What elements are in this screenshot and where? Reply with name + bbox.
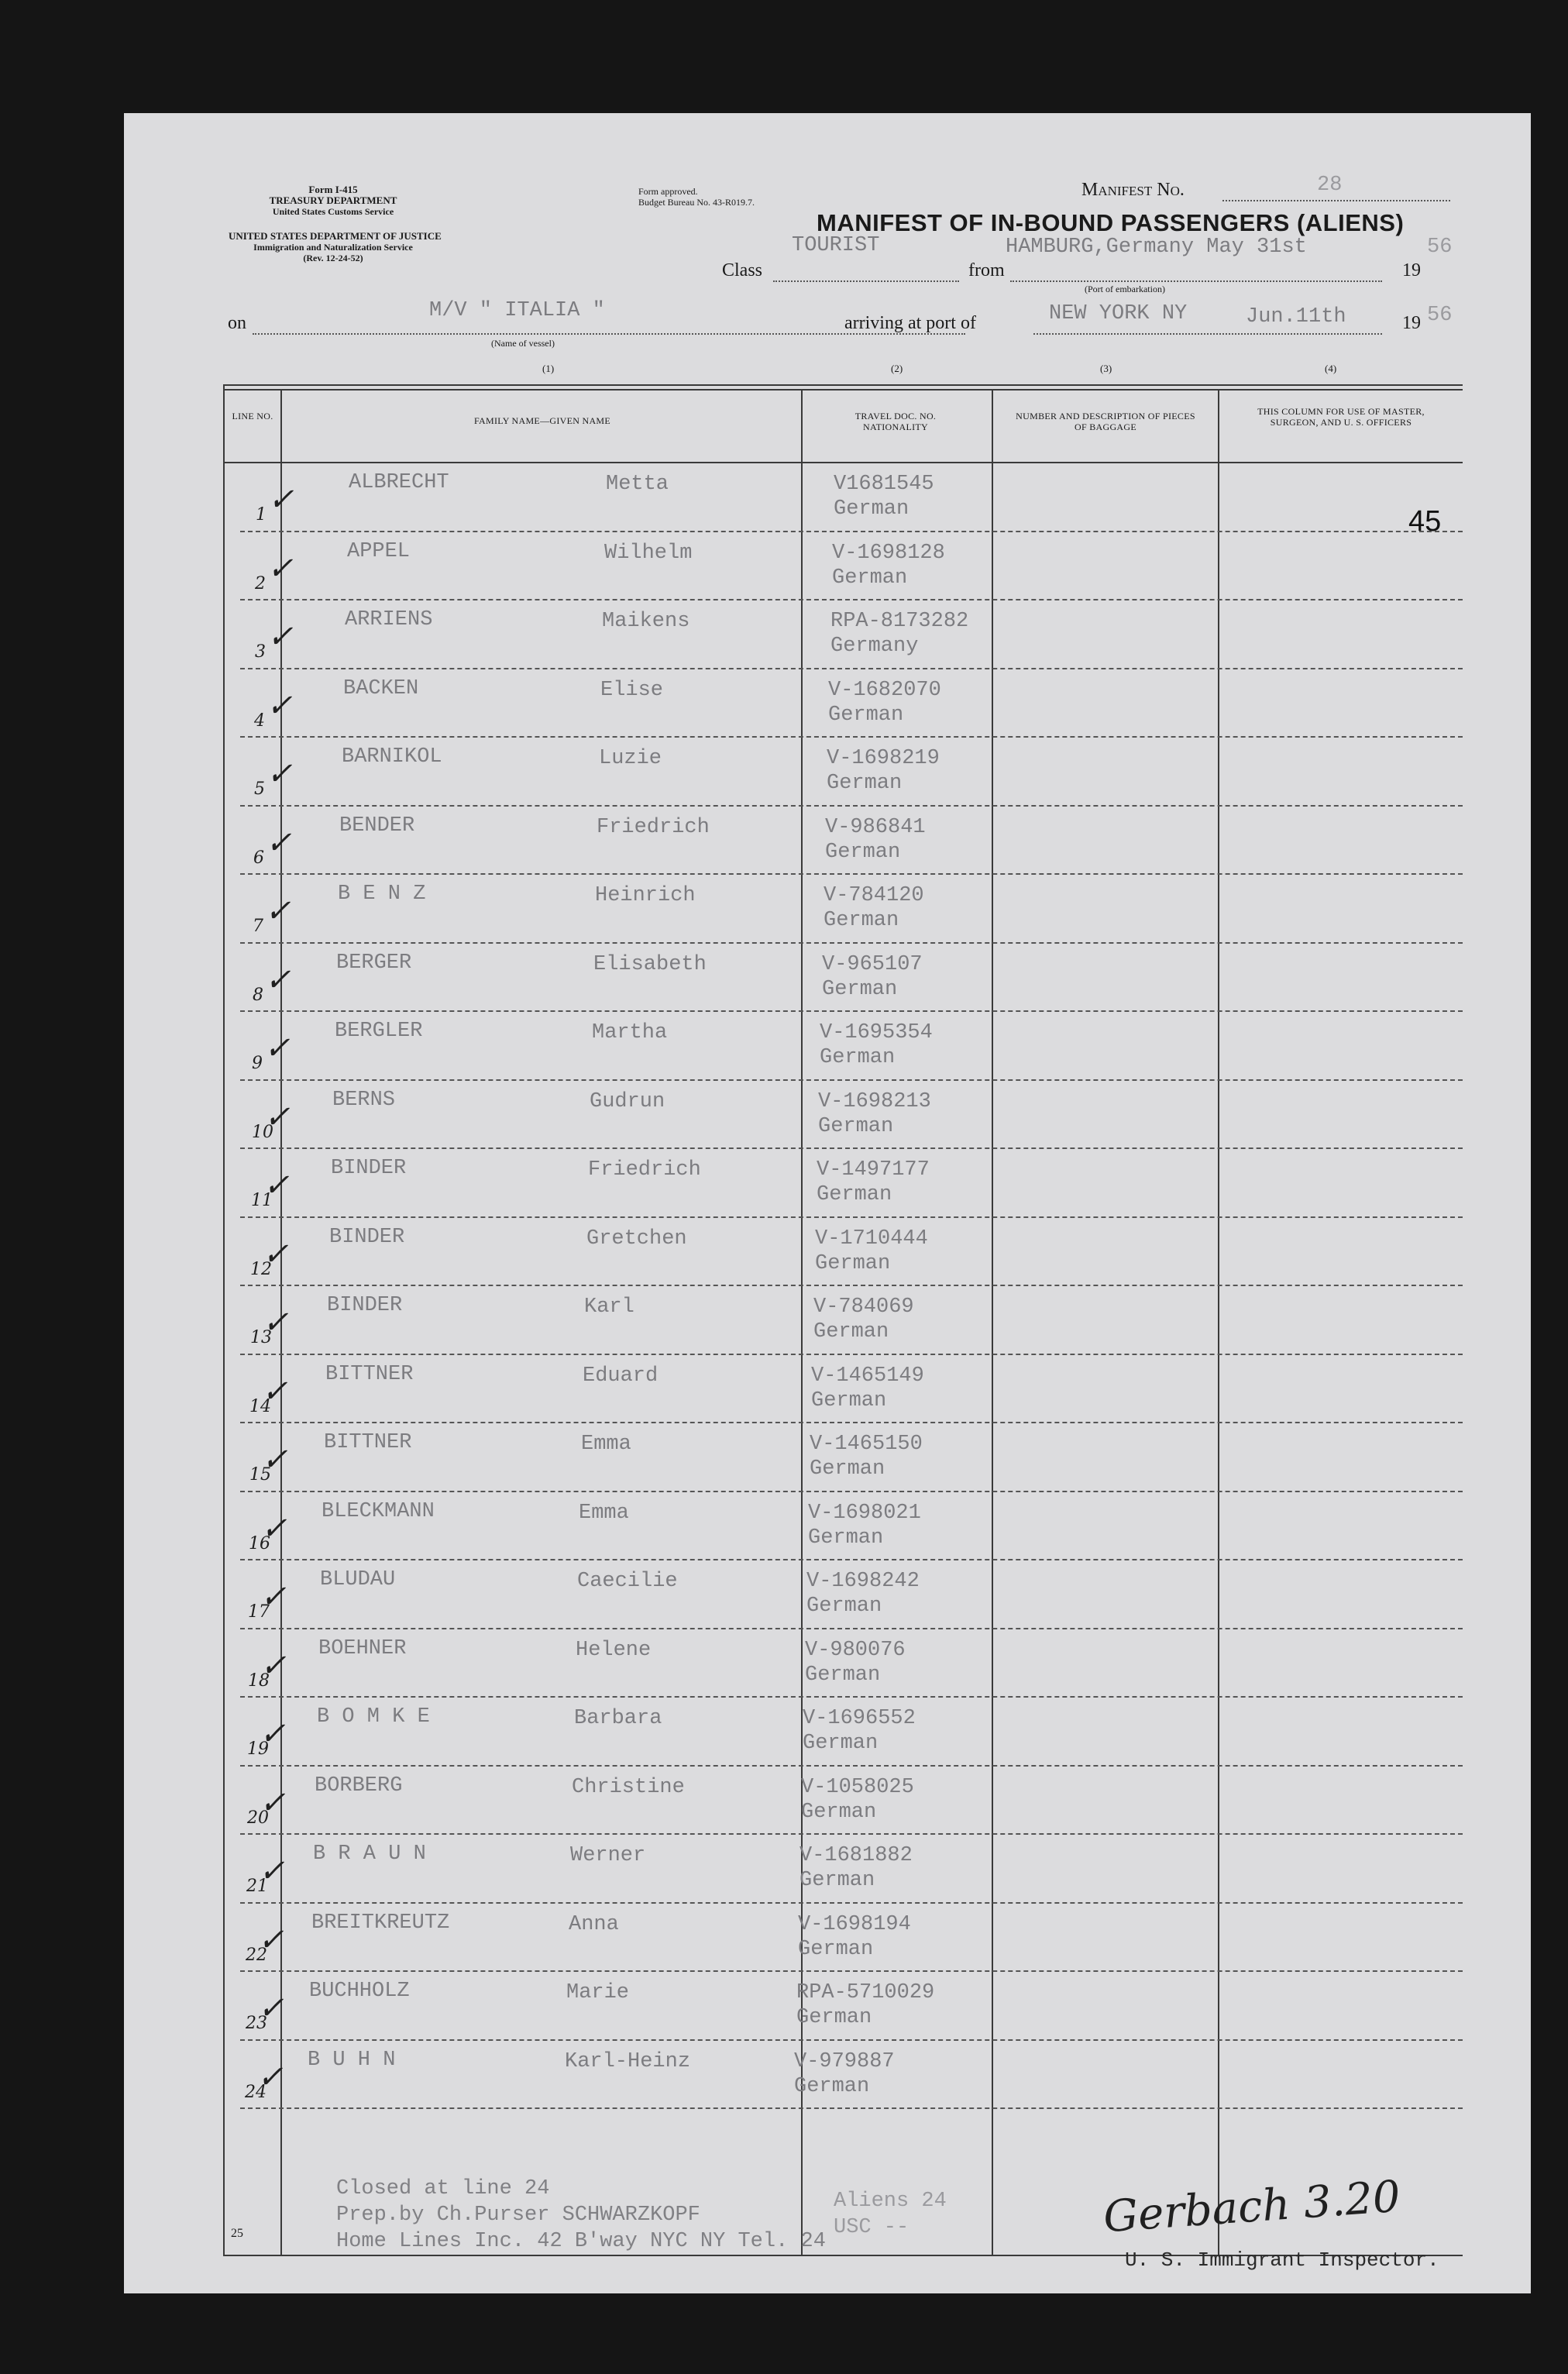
nationality: German xyxy=(825,840,901,864)
inspector-signature: Gerbach 3.20 xyxy=(1102,2171,1402,2243)
nationality: German xyxy=(798,1937,874,1961)
row-divider xyxy=(240,1491,1463,1492)
name-col-divider xyxy=(801,389,803,2256)
given-name: Caecilie xyxy=(577,1570,678,1593)
given-name: Marie xyxy=(566,1981,630,2004)
line-number: 3 xyxy=(255,642,266,662)
travel-doc-number: V-784069 xyxy=(813,1295,914,1319)
travel-doc-number: V-1698128 xyxy=(832,541,945,565)
family-name: B O M K E xyxy=(317,1705,430,1729)
nationality: German xyxy=(811,1388,887,1412)
header-baggage: NUMBER AND DESCRIPTION OF PIECES OF BAGGAGE xyxy=(1016,411,1195,432)
given-name: Emma xyxy=(579,1501,629,1525)
check-mark: ✓ xyxy=(263,1236,289,1272)
travel-doc-number: V-965107 xyxy=(822,952,923,976)
travel-doc-number: V-1497177 xyxy=(817,1158,930,1182)
check-mark: ✓ xyxy=(262,1373,288,1409)
nationality: German xyxy=(818,1114,894,1138)
col-number-2: (2) xyxy=(891,363,903,374)
row-divider xyxy=(240,736,1463,738)
family-name: BREITKREUTZ xyxy=(311,1911,450,1935)
on-label: on xyxy=(228,313,246,333)
nationality: German xyxy=(820,1046,896,1069)
arrival-line xyxy=(1033,333,1382,335)
manifest-title: MANIFEST OF IN-BOUND PASSENGERS (ALIENS) xyxy=(817,209,1405,236)
check-mark: ✓ xyxy=(260,1716,286,1752)
col-number-3: (3) xyxy=(1100,363,1112,374)
row-divider xyxy=(240,1354,1463,1355)
nationality: German xyxy=(817,1183,892,1206)
nationality: German xyxy=(828,703,904,727)
nationality: German xyxy=(806,1595,882,1618)
line-number: 18 xyxy=(248,1670,270,1691)
family-name: BITTNER xyxy=(324,1431,412,1454)
travel-doc-number: V-986841 xyxy=(825,815,926,839)
family-name: B R A U N xyxy=(313,1842,426,1866)
form-revision: (Rev. 12-24-52) xyxy=(303,253,363,263)
check-mark: ✓ xyxy=(266,687,293,724)
family-name: ARRIENS xyxy=(345,608,433,631)
travel-doc-number: V-1698213 xyxy=(818,1089,931,1113)
nationality: German xyxy=(808,1526,884,1550)
customs-service: United States Customs Service xyxy=(272,206,394,217)
header-travel-doc: TRAVEL DOC. NO. NATIONALITY xyxy=(854,411,937,432)
family-name: BERGER xyxy=(336,951,412,975)
header-line-no: LINE NO. xyxy=(232,411,273,421)
family-name: BORBERG xyxy=(315,1774,403,1798)
check-mark: ✓ xyxy=(259,1853,285,1889)
given-name: Helene xyxy=(576,1638,652,1662)
inspector-title: U. S. Immigrant Inspector. xyxy=(1125,2248,1439,2272)
header-name: FAMILY NAME—GIVEN NAME xyxy=(473,415,611,426)
given-name: Luzie xyxy=(599,747,662,770)
line-number: 24 xyxy=(245,2082,266,2102)
line-company-note: Home Lines Inc. 42 B'way NYC NY Tel. 24 xyxy=(336,2230,826,2253)
line-number: 19 xyxy=(247,1739,269,1759)
nationality: German xyxy=(813,1320,889,1344)
given-name: Barbara xyxy=(574,1707,662,1730)
line-number: 7 xyxy=(253,917,263,936)
prepared-note: Prep.by Ch.Purser SCHWARZKOPF xyxy=(336,2204,700,2227)
family-name: BARNIKOL xyxy=(342,745,442,769)
family-name: B U H N xyxy=(308,2048,396,2072)
line-number: 15 xyxy=(249,1465,271,1485)
arrival-date: Jun.11th xyxy=(1246,305,1346,329)
travel-doc-number: V-1465149 xyxy=(811,1364,924,1388)
family-name: BERNS xyxy=(332,1088,396,1112)
row-divider xyxy=(240,668,1463,669)
officer-note: 45 xyxy=(1408,505,1442,538)
port-embarkation-caption: (Port of embarkation) xyxy=(1085,284,1165,294)
row-divider xyxy=(240,1422,1463,1423)
nationality: German xyxy=(794,2074,870,2098)
family-name: BERGLER xyxy=(335,1020,423,1043)
arrival-port: NEW YORK NY xyxy=(1049,302,1188,325)
row-divider xyxy=(240,1079,1463,1081)
check-mark: ✓ xyxy=(264,1099,291,1135)
table-top-border-2 xyxy=(223,389,1463,391)
vessel-name: M/V " ITALIA " xyxy=(429,299,605,322)
nationality: Germany xyxy=(830,635,919,658)
travel-doc-number: V-979887 xyxy=(794,2049,895,2073)
family-name: BINDER xyxy=(329,1225,405,1249)
given-name: Elise xyxy=(600,678,664,702)
line-number: 16 xyxy=(249,1533,270,1553)
line-number: 11 xyxy=(251,1191,273,1210)
closed-note: Closed at line 24 xyxy=(336,2177,550,2200)
given-name: Friedrich xyxy=(597,815,710,839)
check-mark: ✓ xyxy=(265,962,291,998)
nationality: German xyxy=(810,1457,885,1481)
line-number: 21 xyxy=(246,1877,268,1896)
treasury-dept: TREASURY DEPARTMENT xyxy=(269,194,397,206)
check-mark: ✓ xyxy=(266,824,292,861)
nationality: German xyxy=(824,909,899,932)
row-divider xyxy=(240,599,1463,600)
check-mark: ✓ xyxy=(262,1442,288,1478)
doc-col-divider xyxy=(992,389,993,2256)
given-name: Friedrich xyxy=(588,1158,701,1182)
family-name: ALBRECHT xyxy=(349,471,449,494)
check-mark: ✓ xyxy=(258,1922,284,1958)
row-divider xyxy=(240,1559,1463,1560)
nationality: German xyxy=(803,1732,879,1755)
row-divider xyxy=(240,531,1463,532)
from-year-label: 19 xyxy=(1402,260,1421,280)
travel-doc-number: V-1465150 xyxy=(810,1433,923,1456)
given-name: Emma xyxy=(581,1433,631,1456)
line-number: 8 xyxy=(253,985,263,1005)
line-number: 12 xyxy=(250,1259,272,1279)
table-header-bottom xyxy=(223,462,1463,463)
col-number-1: (1) xyxy=(542,363,555,374)
family-name: BINDER xyxy=(327,1294,403,1317)
travel-doc-number: RPA-5710029 xyxy=(796,1981,935,2004)
manifest-page xyxy=(124,113,1531,2293)
row-divider xyxy=(240,805,1463,807)
travel-doc-number: V-1695354 xyxy=(820,1021,933,1044)
arriving-label: arriving at port of xyxy=(844,313,976,333)
travel-doc-number: V-1710444 xyxy=(815,1227,928,1251)
travel-doc-number: V-980076 xyxy=(805,1638,906,1662)
row-divider xyxy=(240,2039,1463,2041)
budget-text: Budget Bureau No. 43-R019.7. xyxy=(638,197,755,208)
family-name: B E N Z xyxy=(338,883,426,906)
ins-service: Immigration and Naturalization Service xyxy=(253,242,413,253)
class-line xyxy=(773,280,959,282)
justice-dept: UNITED STATES DEPARTMENT OF JUSTICE xyxy=(229,230,442,242)
family-name: BLECKMANN xyxy=(322,1499,435,1523)
nationality: German xyxy=(805,1663,881,1687)
check-mark: ✓ xyxy=(265,893,291,929)
class-value: TOURIST xyxy=(792,234,880,257)
check-mark: ✓ xyxy=(268,482,294,518)
family-name: BITTNER xyxy=(325,1362,414,1386)
travel-doc-number: V-1698194 xyxy=(798,1912,911,1936)
check-mark: ✓ xyxy=(266,756,293,792)
check-mark: ✓ xyxy=(258,1990,284,2026)
row-divider xyxy=(240,1833,1463,1835)
family-name: BENDER xyxy=(339,814,415,838)
given-name: Elisabeth xyxy=(593,952,707,976)
row-divider xyxy=(240,1628,1463,1629)
justice-block xyxy=(229,230,442,263)
manifest-no-label: Manifest No. xyxy=(1081,180,1185,200)
line-number-25: 25 xyxy=(231,2227,243,2240)
form-number: Form I-415 xyxy=(308,184,358,195)
nationality: German xyxy=(799,1869,875,1892)
row-divider xyxy=(240,942,1463,944)
family-name: BACKEN xyxy=(343,676,419,700)
check-mark: ✓ xyxy=(260,1784,286,1821)
from-line xyxy=(1010,280,1382,282)
row-divider xyxy=(240,1765,1463,1767)
row-divider xyxy=(240,1970,1463,1972)
line-number: 9 xyxy=(252,1054,263,1073)
line-number: 1 xyxy=(256,505,266,525)
usc-count: USC -- xyxy=(834,2216,910,2239)
approved-text: Form approved. xyxy=(638,186,698,197)
row-divider xyxy=(240,1216,1463,1218)
nationality: German xyxy=(827,772,903,795)
arrival-year-value: 56 xyxy=(1427,304,1453,327)
given-name: Wilhelm xyxy=(604,541,693,565)
line-number: 23 xyxy=(246,2014,267,2033)
nationality: German xyxy=(822,977,898,1001)
form-approval xyxy=(638,186,755,208)
table-left-border xyxy=(223,384,225,2256)
nationality: German xyxy=(815,1251,891,1275)
travel-doc-number: V-1696552 xyxy=(803,1707,916,1730)
from-value: HAMBURG,Germany May 31st xyxy=(1006,236,1307,259)
given-name: Anna xyxy=(569,1912,619,1936)
family-name: APPEL xyxy=(347,539,411,563)
given-name: Werner xyxy=(570,1844,646,1867)
given-name: Gretchen xyxy=(586,1227,687,1251)
given-name: Gudrun xyxy=(590,1089,665,1113)
row-divider xyxy=(240,1285,1463,1286)
line-number: 6 xyxy=(253,848,264,868)
col-number-4: (4) xyxy=(1325,363,1337,374)
baggage-col-divider xyxy=(1218,389,1219,2256)
travel-doc-number: V-1698219 xyxy=(827,747,940,770)
from-year-value: 56 xyxy=(1427,236,1453,259)
line-number: 10 xyxy=(252,1122,273,1142)
travel-doc-number: V1681545 xyxy=(834,473,934,496)
line-number: 13 xyxy=(250,1328,272,1347)
line-number: 17 xyxy=(248,1602,270,1622)
check-mark: ✓ xyxy=(263,1168,290,1203)
check-mark: ✓ xyxy=(260,1647,287,1684)
line-number: 20 xyxy=(247,1808,269,1828)
row-divider xyxy=(240,2107,1463,2109)
family-name: BOEHNER xyxy=(318,1636,407,1660)
arrival-year-label: 19 xyxy=(1402,313,1421,333)
check-mark: ✓ xyxy=(263,1305,289,1340)
travel-doc-number: V-1698021 xyxy=(808,1501,921,1525)
check-mark: ✓ xyxy=(261,1510,287,1547)
given-name: Eduard xyxy=(583,1364,658,1388)
family-name: BINDER xyxy=(331,1157,407,1180)
line-number: 5 xyxy=(254,779,265,799)
check-mark: ✓ xyxy=(267,550,294,587)
row-divider xyxy=(240,1696,1463,1698)
travel-doc-number: V-1058025 xyxy=(801,1775,914,1799)
header-officers: THIS COLUMN FOR USE OF MASTER, SURGEON, AND U. S. OFFICERS xyxy=(1257,406,1425,428)
check-mark: ✓ xyxy=(260,1579,287,1615)
family-name: BUCHHOLZ xyxy=(309,1980,410,2003)
table-top-border xyxy=(223,384,1463,386)
line-number: 4 xyxy=(254,710,265,731)
travel-doc-number: V-1698242 xyxy=(806,1570,920,1593)
check-mark: ✓ xyxy=(267,619,294,655)
given-name: Martha xyxy=(592,1021,668,1044)
nationality: German xyxy=(834,497,910,521)
aliens-count: Aliens 24 xyxy=(834,2190,947,2213)
row-divider xyxy=(240,1010,1463,1012)
row-divider xyxy=(240,1902,1463,1904)
given-name: Metta xyxy=(606,473,669,496)
travel-doc-number: V-784120 xyxy=(824,884,924,907)
given-name: Christine xyxy=(572,1775,685,1799)
travel-doc-number: V-1681882 xyxy=(799,1844,913,1867)
check-mark: ✓ xyxy=(257,2059,284,2095)
nationality: German xyxy=(801,1800,877,1824)
row-divider xyxy=(240,873,1463,875)
row-divider xyxy=(240,1147,1463,1149)
vessel-caption: (Name of vessel) xyxy=(491,338,555,349)
manifest-no-value: 28 xyxy=(1317,174,1343,197)
class-label: Class xyxy=(722,260,763,280)
line-number: 14 xyxy=(249,1396,271,1416)
line-number: 2 xyxy=(255,573,266,594)
manifest-no-line xyxy=(1222,200,1450,201)
travel-doc-number: V-1682070 xyxy=(828,678,941,702)
given-name: Heinrich xyxy=(595,884,696,907)
given-name: Karl-Heinz xyxy=(565,2049,691,2073)
travel-doc-number: RPA-8173282 xyxy=(830,610,969,633)
nationality: German xyxy=(796,2006,872,2029)
line-number: 22 xyxy=(246,1945,267,1965)
nationality: German xyxy=(832,566,908,590)
family-name: BLUDAU xyxy=(320,1568,396,1591)
form-id-block xyxy=(232,184,434,217)
given-name: Karl xyxy=(584,1295,634,1319)
check-mark: ✓ xyxy=(264,1030,291,1066)
given-name: Maikens xyxy=(602,610,690,633)
from-label: from xyxy=(968,260,1005,280)
